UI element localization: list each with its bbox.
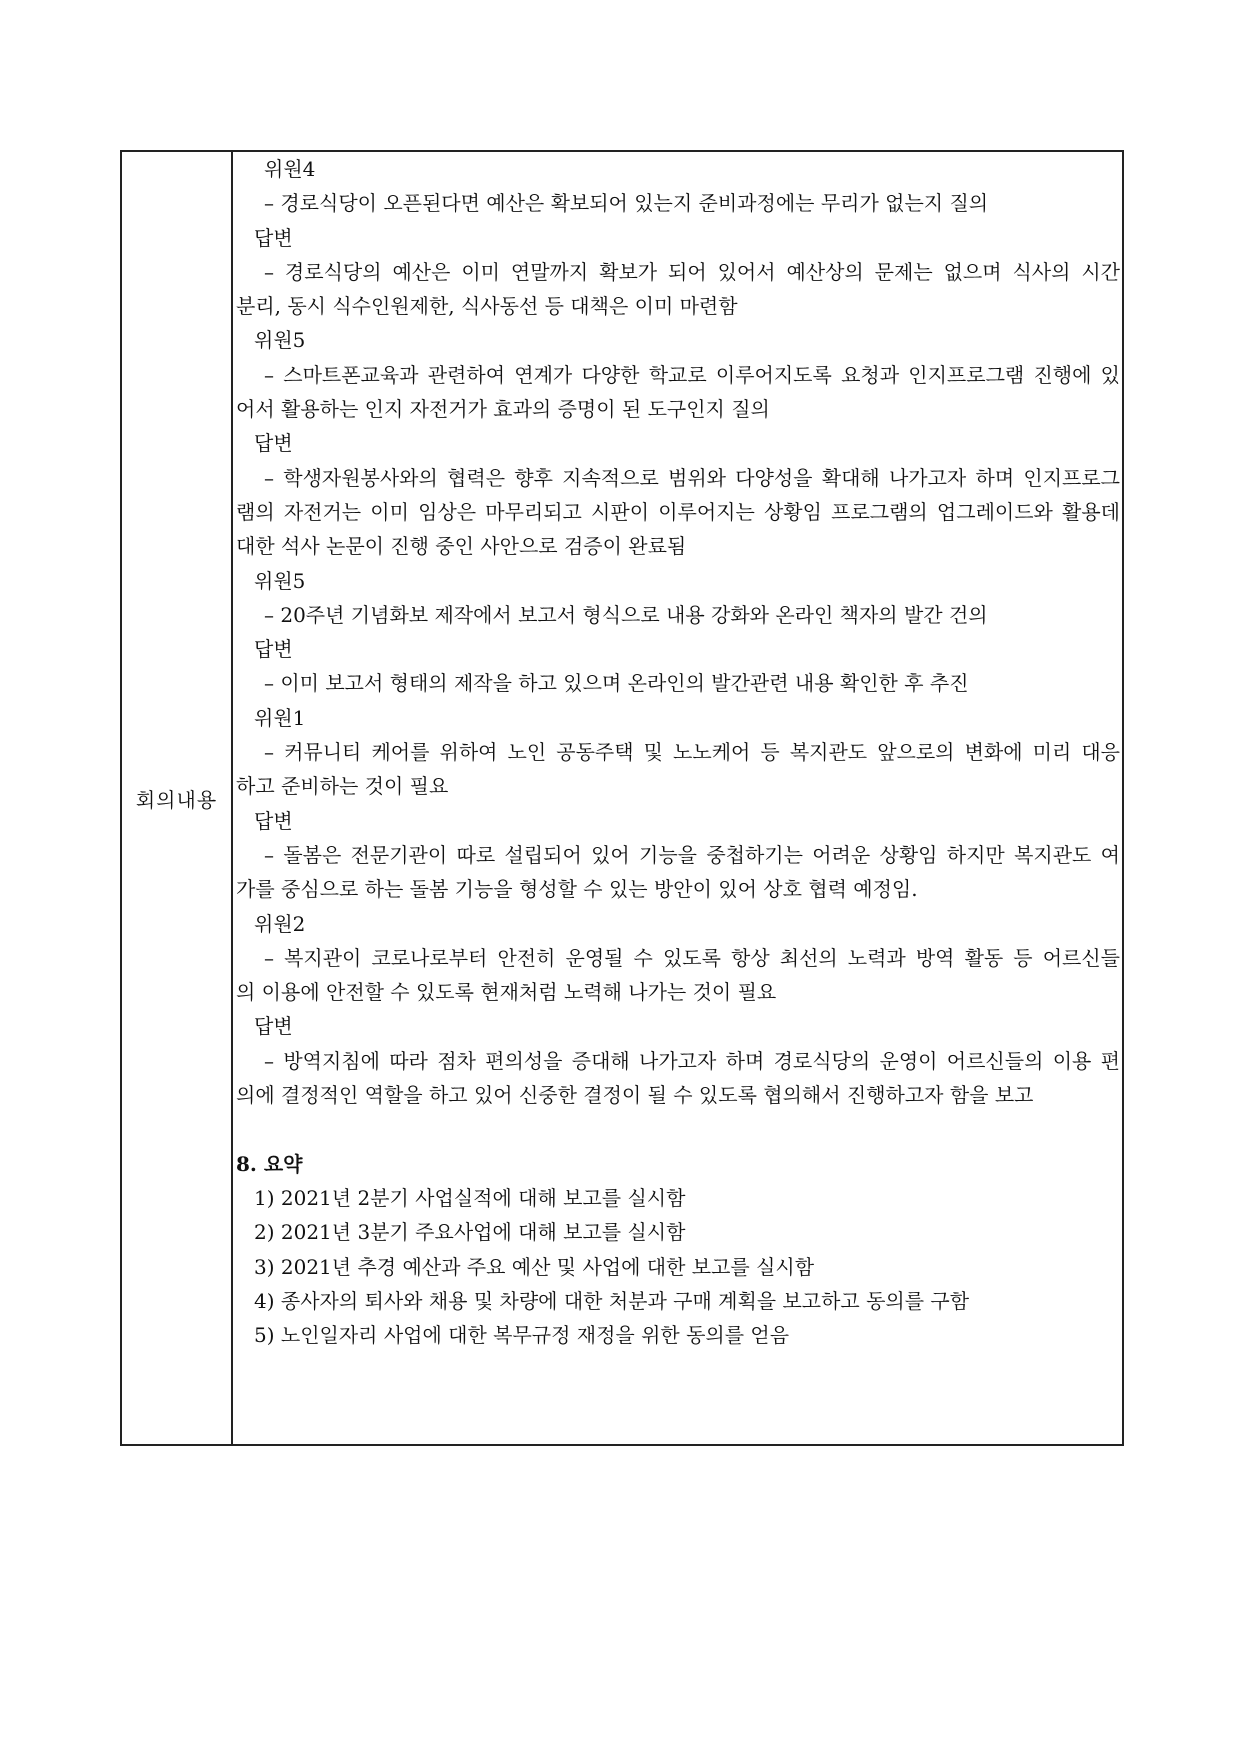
discussion-line: – 방역지침에 따라 점차 편의성을 증대해 나가고자 하며 경로식당의 운영이 어르신들의 이용 편 [264, 1048, 1120, 1073]
meeting-content-table [120, 150, 1124, 1446]
discussion-line: 답변 [254, 431, 293, 456]
summary-item: 5) 노인일자리 사업에 대한 복무규정 재정을 위한 동의를 얻음 [254, 1323, 790, 1348]
discussion-line: – 돌봄은 전문기관이 따로 설립되어 있어 기능을 중첩하기는 어려운 상황임 하지만 복지관도 여 [264, 842, 1120, 867]
discussion-line: 의 이용에 안전할 수 있도록 현재처럼 노력해 나가는 것이 필요 [236, 980, 777, 1005]
discussion-line: – 학생자원봉사와의 협력은 향후 지속적으로 범위와 다양성을 확대해 나가고자 하며 인지프로그 [264, 465, 1120, 490]
discussion-line: 의에 결정적인 역할을 하고 있어 신중한 결정이 될 수 있도록 협의해서 진행하고자 함을 보고 [236, 1083, 1034, 1108]
summary-list [236, 1181, 1122, 1352]
summary-item: 3) 2021년 추경 예산과 주요 예산 및 사업에 대한 보고를 실시함 [254, 1254, 815, 1279]
discussion-line: 어서 활용하는 인지 자전거가 효과의 증명이 된 도구인지 질의 [236, 397, 770, 422]
discussion-line: – 경로식당이 오픈된다면 예산은 확보되어 있는지 준비과정에는 무리가 없는지 질의 [264, 191, 989, 216]
discussion-line: 램의 자전거는 이미 임상은 마무리되고 시판이 이루어지는 상황임 프로그램의 업그레이드와 활용데 [236, 499, 1120, 524]
summary-title: 8. 요약 [236, 1151, 303, 1176]
content-cell [233, 152, 1122, 1444]
discussion-line: – 20주년 기념화보 제작에서 보고서 형식으로 내용 강화와 온라인 책자의 발간 건의 [264, 602, 988, 627]
row-label-cell [122, 152, 233, 1444]
discussion-line: 대한 석사 논문이 진행 중인 사안으로 검증이 완료됨 [236, 534, 687, 559]
discussion-line: 하고 준비하는 것이 필요 [236, 774, 449, 799]
discussion-line: 위원1 [254, 705, 306, 730]
discussion-line: 위원5 [254, 328, 306, 353]
discussion-line: 위원5 [254, 568, 306, 593]
summary-item: 1) 2021년 2분기 사업실적에 대해 보고를 실시함 [254, 1185, 686, 1210]
discussion-line: 위원4 [264, 157, 316, 181]
discussion-line: 위원2 [254, 911, 306, 936]
summary-item: 4) 종사자의 퇴사와 채용 및 차량에 대한 처분과 구매 계획을 보고하고 동의를 구함 [254, 1288, 970, 1313]
discussion-line: – 커뮤니티 케어를 위하여 노인 공동주택 및 노노케어 등 복지관도 앞으로의 변화에 미리 대응 [264, 740, 1120, 765]
summary-item: 2) 2021년 3분기 주요사업에 대해 보고를 실시함 [254, 1220, 686, 1245]
discussion-line: 답변 [254, 225, 293, 250]
discussion-line: 답변 [254, 637, 293, 662]
discussion-line: 답변 [254, 808, 293, 833]
discussion-line: 가를 중심으로 하는 돌봄 기능을 형성할 수 있는 방안이 있어 상호 협력 예정임. [236, 877, 918, 902]
discussion-line: 답변 [254, 1014, 293, 1039]
discussion-line: 분리, 동시 식수인원제한, 식사동선 등 대책은 이미 마련함 [236, 294, 738, 319]
discussion-line: – 복지관이 코로나로부터 안전히 운영될 수 있도록 항상 최선의 노력과 방역 활동 등 어르신들 [264, 945, 1120, 970]
spacer [236, 1112, 1122, 1146]
row-label: 회의내용 [135, 787, 218, 812]
discussion-line: – 스마트폰교육과 관련하여 연계가 다양한 학교로 이루어지도록 요청과 인지프로그램 진행에 있 [264, 362, 1120, 387]
discussion-line: – 경로식당의 예산은 이미 연말까지 확보가 되어 있어서 예산상의 문제는 없으며 식사의 시간 [264, 259, 1120, 284]
discussion-line: – 이미 보고서 형태의 제작을 하고 있으며 온라인의 발간관련 내용 확인한 후 추진 [264, 671, 969, 696]
discussion-lines [236, 152, 1122, 1112]
